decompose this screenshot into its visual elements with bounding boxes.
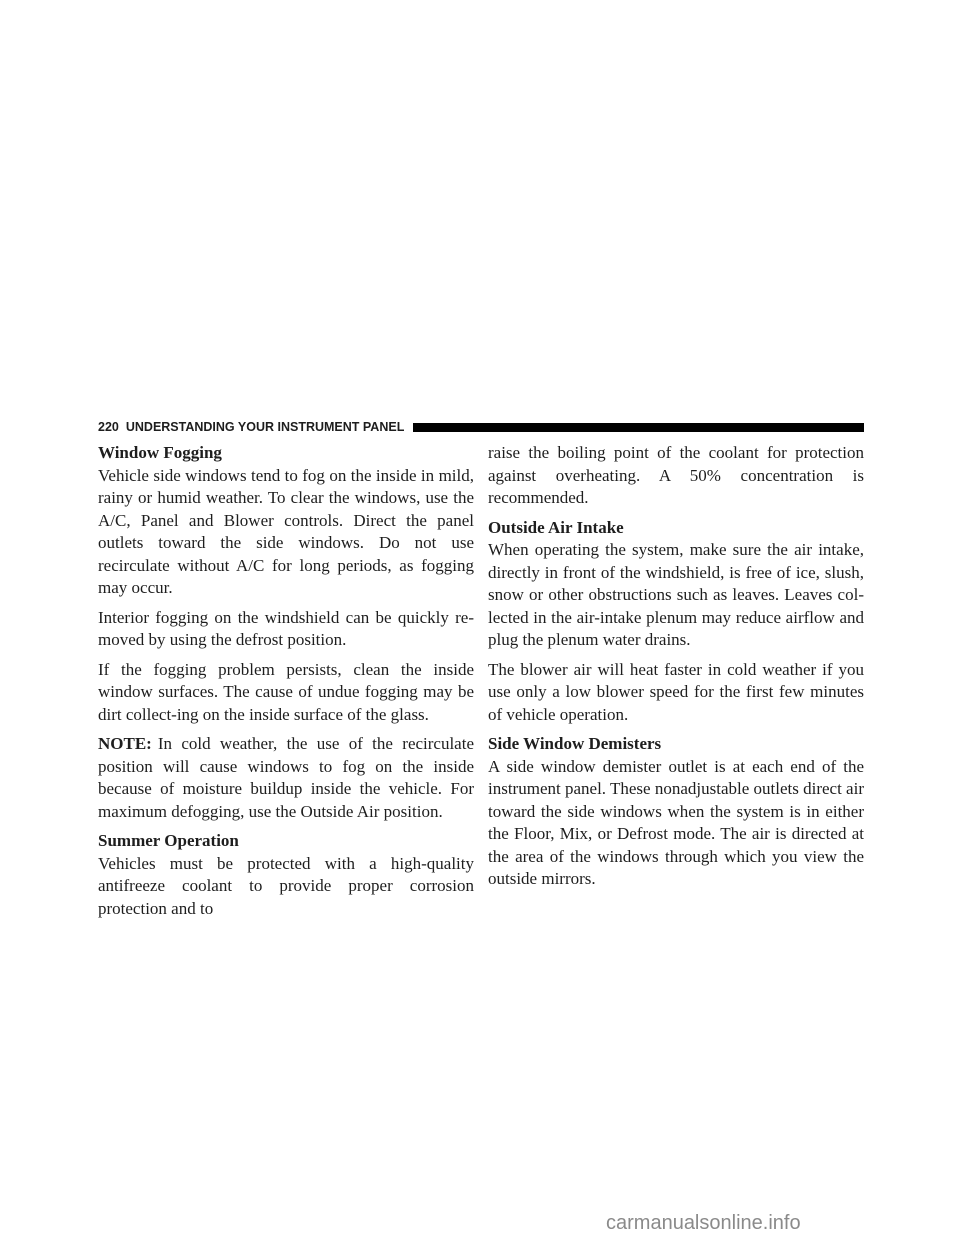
paragraph: raise the boiling point of the coolant for protection against overheating. A 50% concentration is recommended.: [488, 443, 864, 507]
section-title: UNDERSTANDING YOUR INSTRUMENT PANEL: [125, 420, 405, 434]
heading-window-fogging: Window Fogging: [98, 443, 222, 462]
page-header: [98, 418, 864, 436]
note-paragraph: [98, 733, 474, 823]
paragraph: If the fogging problem persists, clean the inside window surfaces. The cause of undue fogging may be dirt collect-ing on the inside surface of the glass.: [98, 659, 474, 724]
paragraph: A side window demister outlet is at each end of the instrument panel. These nonadjustable outlets direct air toward the side windows when the system is in either the Floor, Mix, or Defrost mode. The air is directed at the area of the windows through which you view the outside mirrors.: [488, 756, 864, 888]
left-column: [98, 442, 474, 927]
header-rule: [413, 423, 864, 432]
right-column: [488, 442, 864, 898]
heading-summer-operation: Summer Operation: [98, 831, 239, 850]
watermark: carmanualsonline.info: [606, 1212, 801, 1234]
heading-side-window-demisters: Side Window Demisters: [488, 734, 662, 753]
paragraph: When operating the system, make sure the air intake, directly in front of the windshield, is free of ice, slush, snow or other obstructions such as leaves. Leaves col-lected in the air-intake plenum may reduce airflow and plug the plenum water drains.: [488, 540, 864, 649]
paragraph: Interior fogging on the windshield can be quickly re-moved by using the defrost position.: [98, 607, 474, 649]
note-label: NOTE:: [98, 734, 152, 753]
paragraph: Vehicles must be protected with a high-quality antifreeze coolant to provide proper corrosion protection and to: [98, 853, 474, 918]
heading-outside-air-intake: Outside Air Intake: [488, 517, 624, 537]
page-number: 220: [98, 420, 119, 434]
note-text: In cold weather, the use of the recirculate position will cause windows to fog on the inside because of moisture buildup inside the vehicle. For maximum defogging, use the Outside Air position.: [98, 734, 474, 821]
paragraph: Vehicle side windows tend to fog on the inside in mild, rainy or humid weather. To clear the windows, use the A/C, Panel and Blower controls. Direct the panel outlets toward the side windows. Do not use recirculate without A/C for long periods, as fogging may occur.: [98, 465, 474, 597]
paragraph: The blower air will heat faster in cold weather if you use only a low blower speed for the first few minutes of vehicle operation.: [488, 659, 864, 724]
